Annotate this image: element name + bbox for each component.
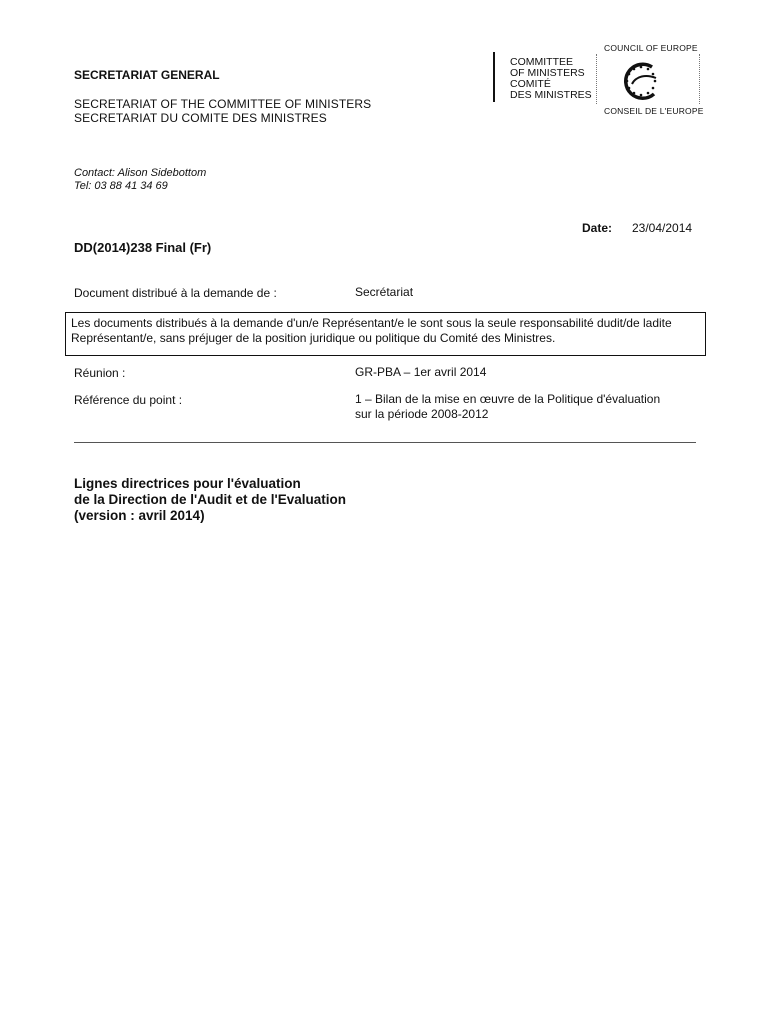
committee-line: COMITÉ [510,78,551,90]
item-value-line: sur la période 2008-2012 [355,407,489,421]
coe-name-en: COUNCIL OF EUROPE [604,43,698,53]
council-of-europe-logo-icon [618,58,664,104]
secretariat-fr: SECRETARIAT DU COMITE DES MINISTRES [74,111,327,125]
contact-name: Contact: Alison Sidebottom [74,167,207,179]
item-label: Référence du point : [74,393,183,407]
committee-block [510,57,592,101]
distribution-label: Document distribué à la demande de : [74,286,277,300]
title-line: (version : avril 2014) [74,508,205,523]
document-reference: DD(2014)238 Final (Fr) [74,240,212,255]
committee-line: DES MINISTRES [510,89,592,101]
item-value-line: 1 – Bilan de la mise en œuvre de la Politique d'évaluation [355,392,661,406]
document-title [74,476,346,524]
meeting-value: GR-PBA – 1er avril 2014 [355,365,487,379]
date-label: Date: [582,221,613,235]
committee-line: OF MINISTERS [510,67,585,79]
title-line: de la Direction de l'Audit et de l'Evaluation [74,492,346,507]
coe-name-fr: CONSEIL DE L'EUROPE [604,106,704,116]
disclaimer-box: Les documents distribués à la demande d'un/e Représentant/e le sont sous la seule responsabilité dudit/de ladite Représentant/e, sans préjuger de la position juridique ou politique du Comité des Ministres. [65,312,706,356]
separator-line [74,442,696,443]
title-line: Lignes directrices pour l'évaluation [74,476,301,491]
committee-line: COMMITTEE [510,56,573,68]
contact-block [74,167,206,193]
contact-tel: Tel: 03 88 41 34 69 [74,180,168,192]
meeting-label: Réunion : [74,366,126,380]
distribution-value: Secrétariat [355,285,414,299]
secretariat-general: SECRETARIAT GENERAL [74,68,220,82]
secretariat-en: SECRETARIAT OF THE COMMITTEE OF MINISTERS [74,97,372,111]
item-value [355,392,660,422]
date-value: 23/04/2014 [632,221,693,235]
committee-divider [493,52,495,102]
